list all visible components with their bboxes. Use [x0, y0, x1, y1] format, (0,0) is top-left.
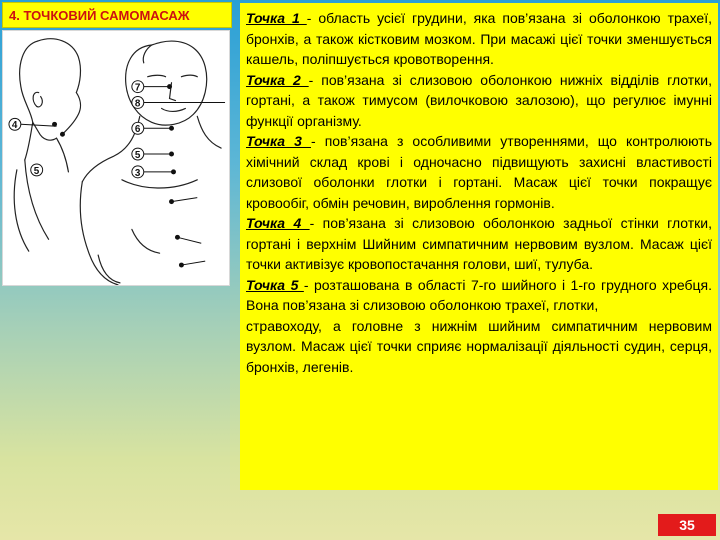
- point-5-label: Точка 5: [246, 276, 304, 293]
- point-3-label: Точка 3: [246, 133, 311, 149]
- point-2-text: - пов’язана зі слизовою оболонкою нижніх відділів глотки, гортані, а також тимусом (вилочковою залозою), що регулює імунні функції організму.: [246, 71, 712, 129]
- page-number: 35: [658, 514, 716, 536]
- point-4-paragraph: [246, 213, 712, 275]
- slide-title: 4. ТОЧКОВИЙ САМОМАСАЖ: [2, 2, 232, 28]
- description-panel: [240, 3, 718, 490]
- anatomy-illustration: [2, 30, 230, 286]
- point-marker-8: 8: [134, 98, 141, 110]
- anatomy-massage-points-icon: [3, 31, 229, 285]
- point-marker-7: 7: [134, 82, 141, 94]
- point-2-paragraph: [246, 70, 712, 132]
- point-3-text: - пов’язана з особливими утвореннями, що контролюють хімічний склад крові і одночасно підвищують захисні властивості слизової оболонки глотки і гортані. Масаж цієї точки покращує кровообіг, обмін речовин, вироблення гормонів.: [246, 133, 713, 211]
- point-1-paragraph: [246, 8, 712, 70]
- point-marker-3: 3: [134, 167, 141, 179]
- point-5-text: - розташована в області 7-го шийного і 1-го грудного хребця. Вона пов’язана зі слизовою оболонкою трахеї, глотки,: [246, 276, 713, 313]
- point-marker-6: 6: [134, 124, 141, 136]
- continuation-paragraph: стравоходу, а головне з нижнім шийним симпатичним нервовим вузлом. Масаж цієї точки сприяє нормалізації діяльності судин, серця, бронхів, легенів.: [246, 317, 712, 375]
- point-1-label: Точка 1: [246, 10, 307, 26]
- point-marker-4: 4: [11, 120, 18, 132]
- point-1-text: - область усієї грудини, яка пов’язана зі оболонкою трахеї, бронхів, а також кістковим мозком. При масажі цієї точки зменшується кашель, поліпшується кровотворення.: [246, 10, 712, 67]
- point-5-paragraph: [246, 275, 712, 316]
- point-2-label: Точка 2: [246, 71, 309, 88]
- point-marker-5: 5: [33, 165, 40, 177]
- point-4-label: Точка 4: [246, 215, 310, 231]
- point-marker-5b: 5: [134, 150, 141, 162]
- point-3-paragraph: [246, 131, 712, 213]
- point-4-text: - пов’язана зі слизовою оболонкою задньої стінки глотки, гортані і верхнім Шийним симпатичним нервовим вузлом. Масаж цієї точки активізує кровопостачання голови, шиї, тулуба.: [246, 215, 713, 272]
